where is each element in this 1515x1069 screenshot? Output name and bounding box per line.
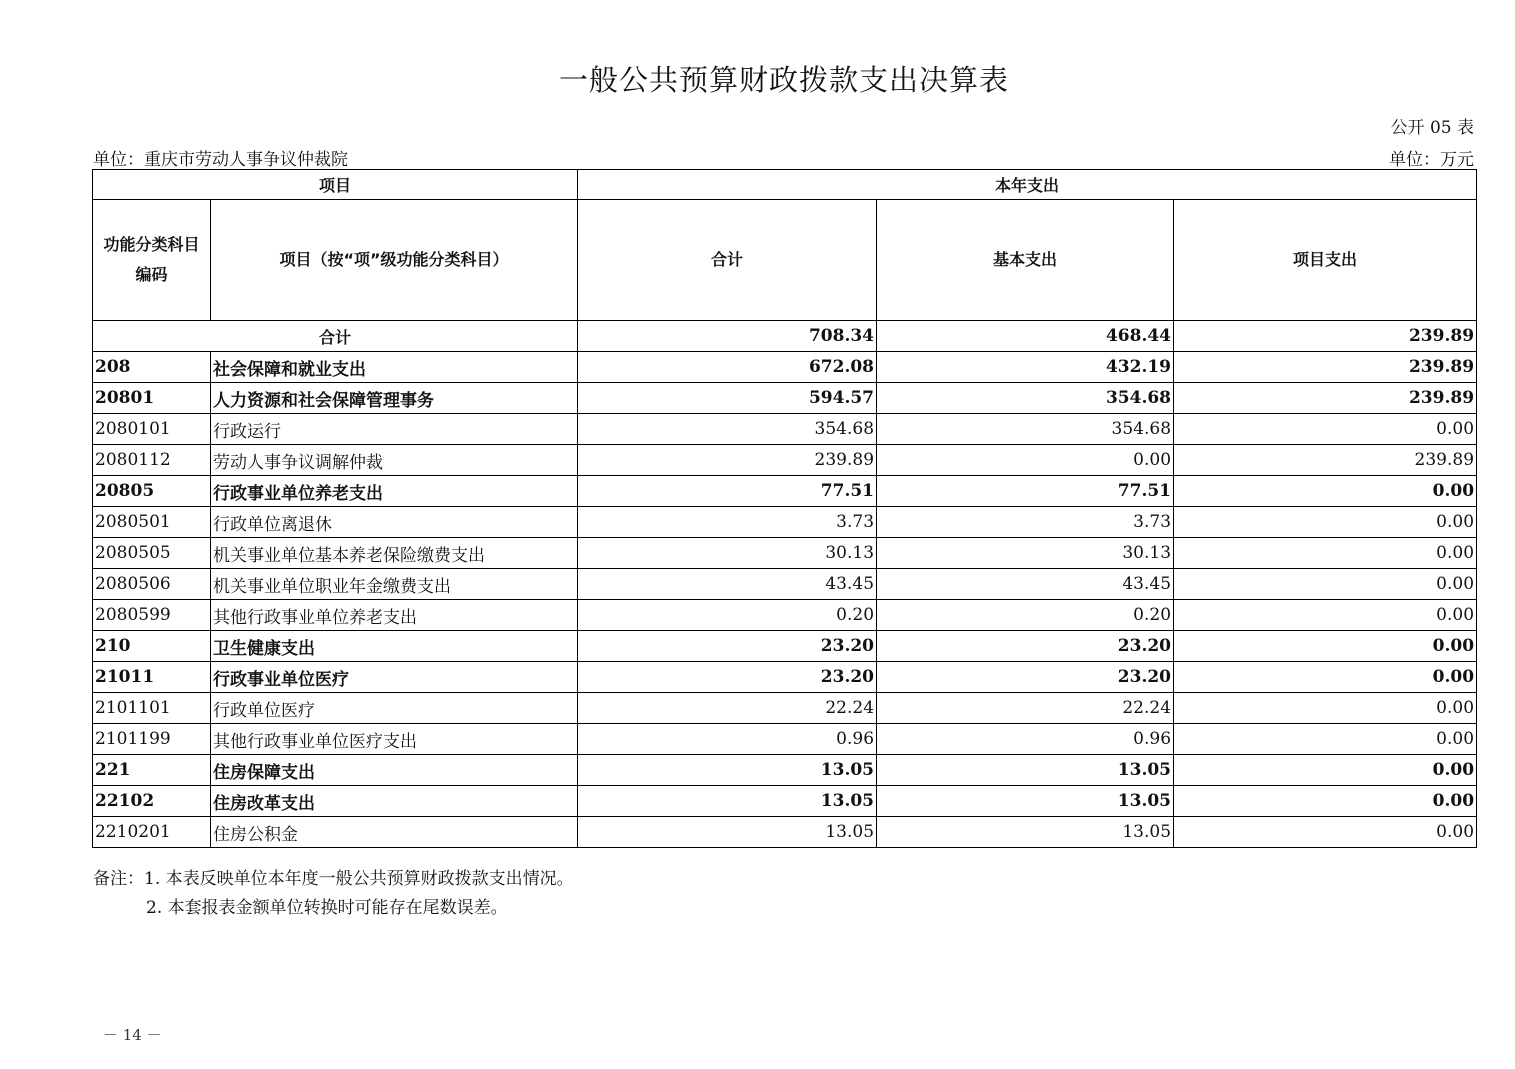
cell-name: 行政运行 [211, 414, 578, 445]
cell-basic: 354.68 [877, 414, 1174, 445]
table-row [93, 631, 1477, 662]
cell-name: 行政单位医疗 [211, 693, 578, 724]
cell-name: 其他行政事业单位医疗支出 [211, 724, 578, 755]
cell-name: 劳动人事争议调解仲裁 [211, 445, 578, 476]
cell-project: 0.00 [1174, 569, 1477, 600]
cell-basic: 13.05 [877, 755, 1174, 786]
page-number: － 14 － [103, 1026, 162, 1044]
cell-total: 22.24 [578, 693, 877, 724]
cell-total: 0.20 [578, 600, 877, 631]
cell-total: 239.89 [578, 445, 877, 476]
cell-basic: 23.20 [877, 631, 1174, 662]
cell-basic: 432.19 [877, 352, 1174, 383]
header-row-2 [93, 200, 1477, 321]
cell-name: 行政事业单位养老支出 [211, 476, 578, 507]
total-row [93, 321, 1477, 352]
cell-code: 2080112 [93, 445, 211, 476]
cell-basic: 43.45 [877, 569, 1174, 600]
cell-project: 0.00 [1174, 476, 1477, 507]
table-row [93, 786, 1477, 817]
cell-total: 13.05 [578, 817, 877, 848]
cell-name: 卫生健康支出 [211, 631, 578, 662]
cell-code: 20801 [93, 383, 211, 414]
page-title: 一般公共预算财政拨款支出决算表 [558, 63, 1009, 97]
table-row [93, 693, 1477, 724]
cell-code: 2080101 [93, 414, 211, 445]
reporting-unit: 单位：重庆市劳动人事争议仲裁院 [93, 150, 348, 170]
cell-name: 行政单位离退休 [211, 507, 578, 538]
cell-basic: 77.51 [877, 476, 1174, 507]
cell-basic: 30.13 [877, 538, 1174, 569]
total-label: 合计 [93, 321, 578, 352]
table-row [93, 352, 1477, 383]
cell-total: 0.96 [578, 724, 877, 755]
cell-project: 0.00 [1174, 755, 1477, 786]
cell-name: 住房保障支出 [211, 755, 578, 786]
cell-project: 0.00 [1174, 414, 1477, 445]
table-row [93, 724, 1477, 755]
header-row-1 [93, 170, 1477, 200]
cell-basic: 13.05 [877, 786, 1174, 817]
table-row [93, 538, 1477, 569]
total-basic: 468.44 [877, 321, 1174, 352]
cell-name: 社会保障和就业支出 [211, 352, 578, 383]
table-row [93, 476, 1477, 507]
cell-basic: 23.20 [877, 662, 1174, 693]
cell-basic: 13.05 [877, 817, 1174, 848]
cell-total: 672.08 [578, 352, 877, 383]
cell-code: 2080506 [93, 569, 211, 600]
cell-code: 2080505 [93, 538, 211, 569]
header-code-line1: 功能分类科目 [103, 235, 200, 254]
cell-code: 2080599 [93, 600, 211, 631]
cell-name: 行政事业单位医疗 [211, 662, 578, 693]
cell-project: 239.89 [1174, 352, 1477, 383]
cell-total: 43.45 [578, 569, 877, 600]
header-project-expense: 项目支出 [1174, 200, 1477, 321]
expenditure-table [92, 169, 1477, 848]
header-code [93, 200, 211, 321]
cell-code: 221 [93, 755, 211, 786]
cell-code: 2101101 [93, 693, 211, 724]
cell-total: 13.05 [578, 786, 877, 817]
cell-project: 0.00 [1174, 631, 1477, 662]
table-row [93, 755, 1477, 786]
cell-total: 23.20 [578, 662, 877, 693]
cell-total: 13.05 [578, 755, 877, 786]
table-row [93, 569, 1477, 600]
cell-basic: 0.96 [877, 724, 1174, 755]
cell-project: 239.89 [1174, 445, 1477, 476]
cell-basic: 0.00 [877, 445, 1174, 476]
cell-name: 机关事业单位职业年金缴费支出 [211, 569, 578, 600]
cell-total: 30.13 [578, 538, 877, 569]
cell-project: 0.00 [1174, 600, 1477, 631]
header-item-name: 项目（按“项”级功能分类科目） [211, 200, 578, 321]
cell-name: 其他行政事业单位养老支出 [211, 600, 578, 631]
notes [93, 865, 574, 923]
cell-basic: 22.24 [877, 693, 1174, 724]
currency-unit: 单位：万元 [1389, 150, 1474, 170]
cell-code: 2101199 [93, 724, 211, 755]
cell-total: 3.73 [578, 507, 877, 538]
cell-total: 354.68 [578, 414, 877, 445]
table-row [93, 445, 1477, 476]
cell-basic: 354.68 [877, 383, 1174, 414]
cell-project: 0.00 [1174, 693, 1477, 724]
table-row [93, 662, 1477, 693]
form-number: 公开 05 表 [1390, 118, 1474, 138]
cell-code: 20805 [93, 476, 211, 507]
cell-code: 22102 [93, 786, 211, 817]
cell-name: 住房改革支出 [211, 786, 578, 817]
header-code-line2: 编码 [135, 265, 168, 284]
cell-name: 机关事业单位基本养老保险缴费支出 [211, 538, 578, 569]
table-row [93, 414, 1477, 445]
table-row [93, 507, 1477, 538]
cell-code: 2080501 [93, 507, 211, 538]
table-row [93, 600, 1477, 631]
note-line-2: 2. 本套报表金额单位转换时可能存在尾数误差。 [146, 898, 508, 918]
header-current-year: 本年支出 [578, 170, 1477, 200]
note-line-1: 备注：1. 本表反映单位本年度一般公共预算财政拨款支出情况。 [93, 869, 574, 889]
cell-project: 239.89 [1174, 383, 1477, 414]
cell-total: 23.20 [578, 631, 877, 662]
table-row [93, 383, 1477, 414]
total-amount: 708.34 [578, 321, 877, 352]
cell-name: 人力资源和社会保障管理事务 [211, 383, 578, 414]
header-project: 项目 [93, 170, 578, 200]
total-project: 239.89 [1174, 321, 1477, 352]
header-total: 合计 [578, 200, 877, 321]
cell-project: 0.00 [1174, 817, 1477, 848]
header-basic: 基本支出 [877, 200, 1174, 321]
cell-project: 0.00 [1174, 507, 1477, 538]
cell-total: 594.57 [578, 383, 877, 414]
cell-project: 0.00 [1174, 786, 1477, 817]
cell-total: 77.51 [578, 476, 877, 507]
cell-code: 2210201 [93, 817, 211, 848]
cell-code: 210 [93, 631, 211, 662]
cell-project: 0.00 [1174, 724, 1477, 755]
cell-basic: 3.73 [877, 507, 1174, 538]
cell-project: 0.00 [1174, 662, 1477, 693]
cell-basic: 0.20 [877, 600, 1174, 631]
table-row [93, 817, 1477, 848]
cell-code: 21011 [93, 662, 211, 693]
cell-name: 住房公积金 [211, 817, 578, 848]
cell-project: 0.00 [1174, 538, 1477, 569]
cell-code: 208 [93, 352, 211, 383]
